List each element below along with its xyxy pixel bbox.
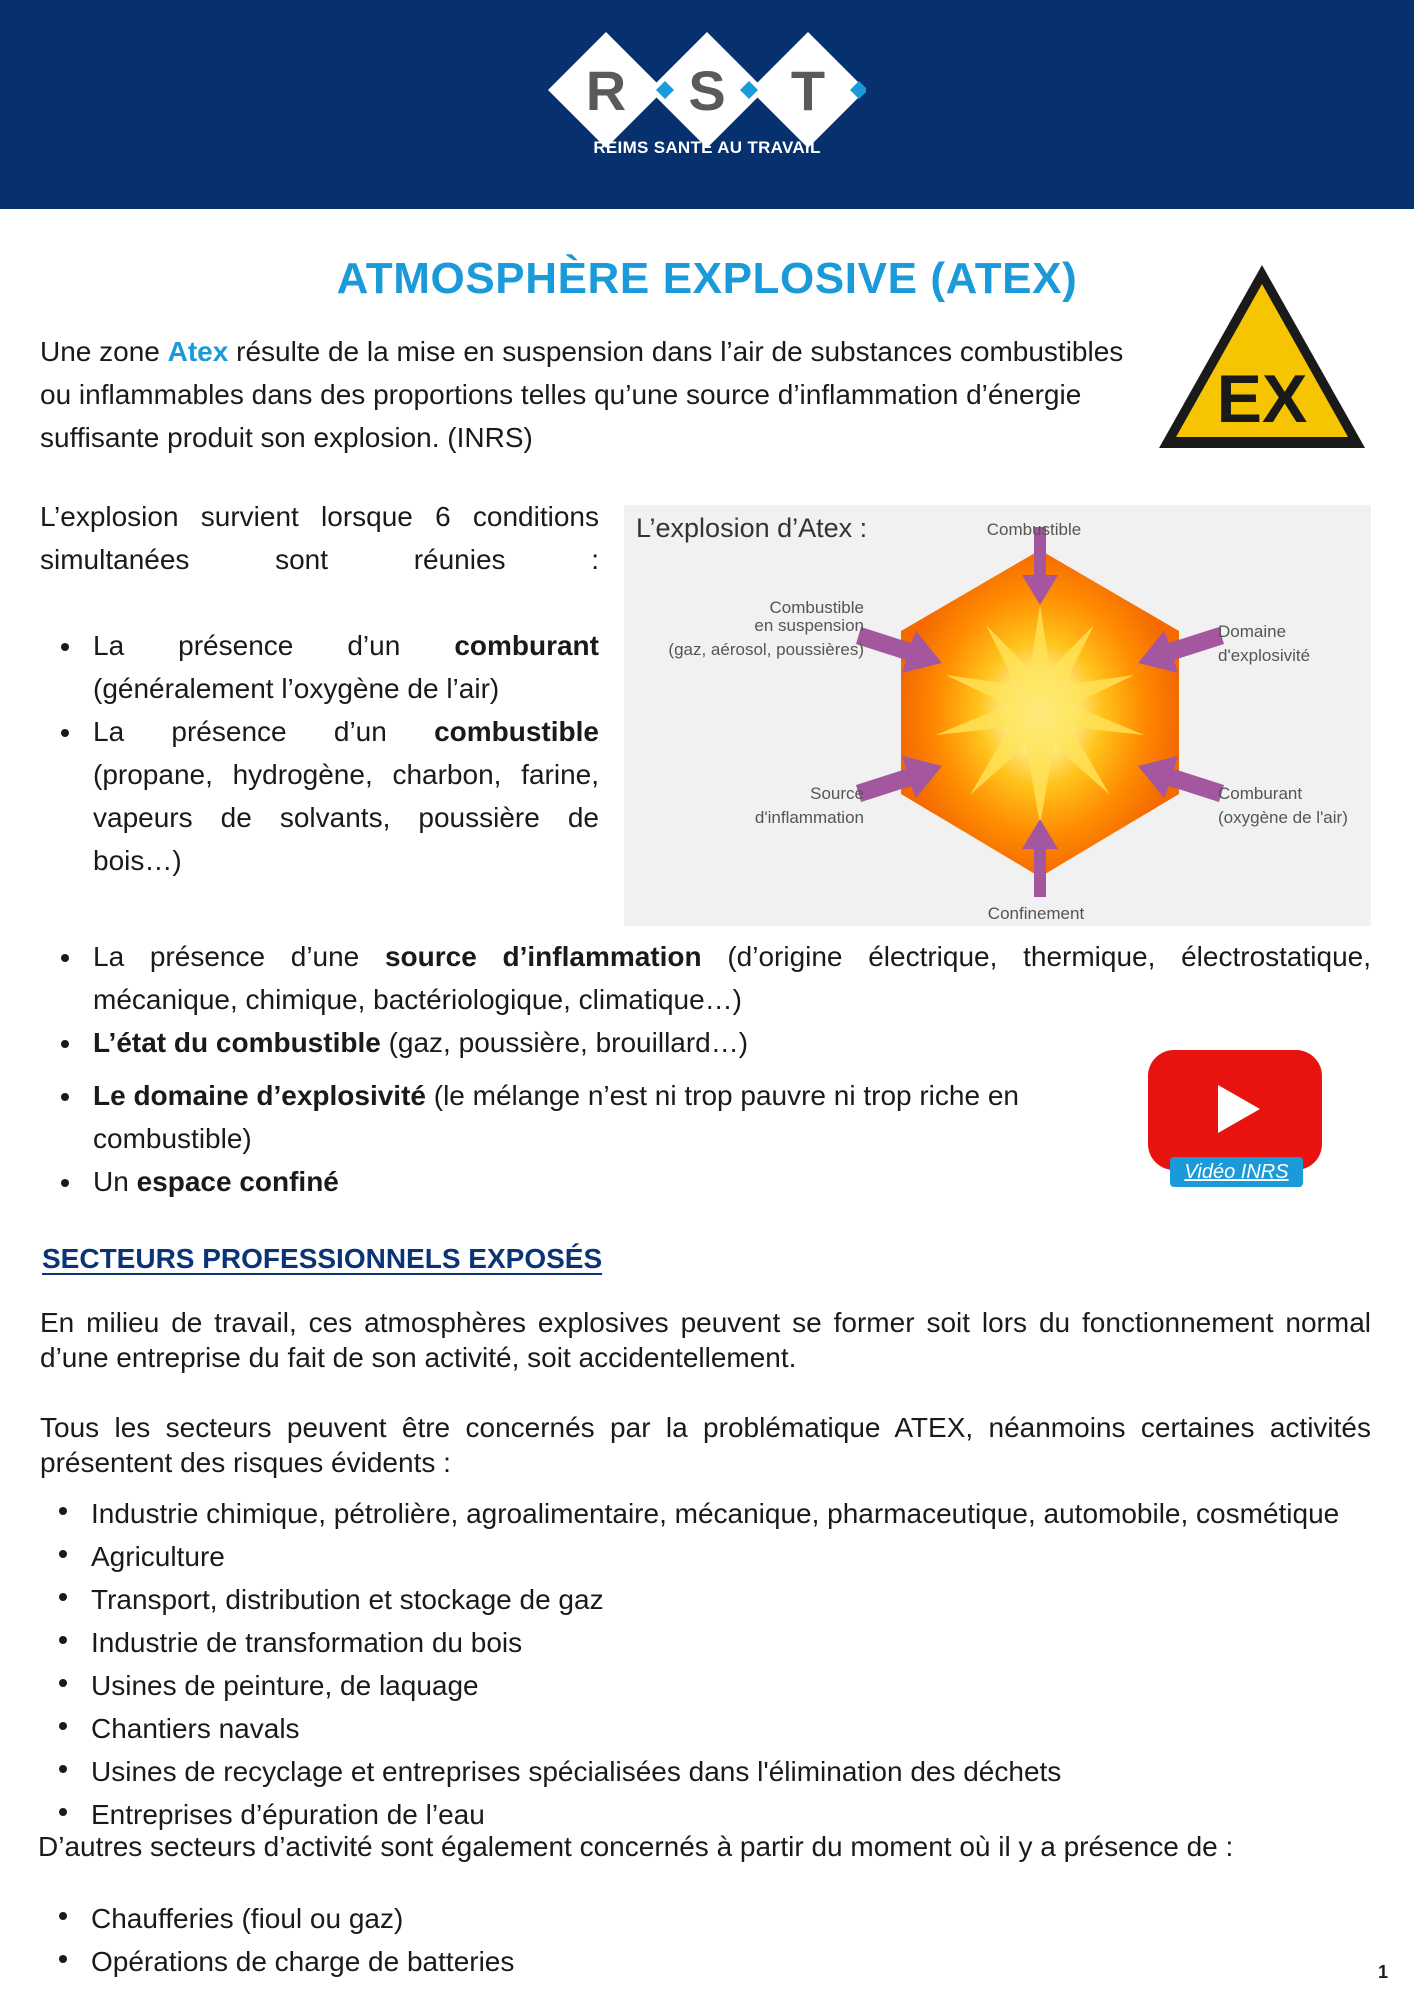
list-item: Industrie chimique, pétrolière, agroalimentaire, mécanique, pharmaceutique, automobile, cosmétique — [38, 1492, 1371, 1535]
logo-caption: REIMS SANTÉ AU TRAVAIL — [593, 138, 821, 157]
diagram-label-comburant-1: Comburant — [1218, 784, 1303, 803]
intro-paragraph: Une zone Atex résulte de la mise en suspension dans l’air de substances combustibles ou inflammables dans des proportions telles qu’une source d’inflammation d’énergie suffisante produit son explosion. (INRS) — [40, 336, 1124, 453]
section-title: SECTEURS PROFESSIONNELS EXPOSÉS — [42, 1243, 603, 1274]
list-item: Usines de recyclage et entreprises spécialisées dans l'élimination des déchets — [38, 1750, 1371, 1793]
list-item: Industrie de transformation du bois — [38, 1621, 1371, 1664]
youtube-play-icon[interactable] — [1148, 1050, 1322, 1170]
list-item: Chantiers navals — [38, 1707, 1371, 1750]
conditions-list-3 — [40, 1074, 1135, 1203]
diagram-label-combustible: Combustible — [986, 520, 1082, 539]
diagram-label-suspension-2: en suspension — [754, 616, 864, 635]
diagram-title: L’explosion d’Atex : — [636, 513, 868, 543]
logo-letter-r: R — [585, 59, 627, 122]
atex-warning-icon — [1156, 262, 1368, 452]
list-item: Transport, distribution et stockage de gaz — [38, 1578, 1371, 1621]
list-item: Usines de peinture, de laquage — [38, 1664, 1371, 1707]
diagram-label-source-2: d'inflammation — [754, 808, 864, 827]
diagram-label-confinement: Confinement — [987, 904, 1085, 923]
list-item: La présence d’un comburant (généralement l’oxygène de l’air) — [40, 624, 599, 710]
list-item: Un espace confiné — [40, 1160, 1135, 1203]
page-number: 1 — [1378, 1962, 1389, 1982]
list-item: Entreprises d’épuration de l’eau — [38, 1793, 1371, 1836]
logo-letter-t: T — [790, 59, 826, 122]
sectors-list — [38, 1492, 1371, 1836]
diagram-label-suspension-3: (gaz, aérosol, poussières) — [668, 640, 864, 659]
other-sectors-paragraph: D’autres secteurs d’activité sont également concernés à partir du moment où il y a présence de : — [38, 1831, 1234, 1862]
conditions-list-2 — [40, 935, 1371, 1064]
sectors-paragraph: Tous les secteurs peuvent être concernés par la problématique ATEX, néanmoins certaines activités présentent des risques évidents : — [40, 1412, 1371, 1478]
atex-explosion-diagram — [624, 505, 1371, 926]
list-item: La présence d’un combustible (propane, hydrogène, charbon, farine, vapeurs de solvants, poussière de bois…) — [40, 710, 599, 882]
diagram-label-source-1: Source — [810, 784, 864, 803]
ex-sign-label: EX — [1216, 361, 1308, 437]
conditions-list-1 — [40, 624, 599, 882]
list-item: Opérations de charge de batteries — [38, 1940, 1371, 1983]
atex-highlight: Atex — [167, 336, 229, 367]
play-triangle-icon — [1218, 1085, 1260, 1133]
page-title: ATMOSPHÈRE EXPLOSIVE (ATEX) — [336, 254, 1078, 303]
diagram-label-domaine-2: d'explosivité — [1218, 646, 1311, 665]
diagram-label-suspension-1: Combustible — [769, 598, 864, 617]
other-sectors-list — [38, 1897, 1371, 1983]
list-item: Agriculture — [38, 1535, 1371, 1578]
list-item: Chaufferies (fioul ou gaz) — [38, 1897, 1371, 1940]
header-banner — [0, 0, 1414, 209]
list-item: L’état du combustible (gaz, poussière, brouillard…) — [40, 1021, 1371, 1064]
list-item: La présence d’une source d’inflammation (d’origine électrique, thermique, électrostatique, mécanique, chimique, bactériologique, climatique…) — [40, 935, 1371, 1021]
diagram-label-comburant-2: (oxygène de l'air) — [1218, 808, 1348, 827]
conditions-intro: L’explosion survient lorsque 6 conditions simultanées sont réunies : — [40, 501, 599, 575]
diagram-label-domaine-1: Domaine — [1218, 622, 1287, 641]
work-paragraph: En milieu de travail, ces atmosphères explosives peuvent se former soit lors du fonctionnement normal d’une entreprise du fait de son activité, soit accidentellement. — [40, 1307, 1371, 1373]
video-inrs-link[interactable]: Vidéo INRS — [1170, 1157, 1303, 1187]
list-item: Le domaine d’explosivité (le mélange n’est ni trop pauvre ni trop riche en combustible) — [40, 1074, 1135, 1160]
logo-letter-s: S — [688, 59, 726, 122]
